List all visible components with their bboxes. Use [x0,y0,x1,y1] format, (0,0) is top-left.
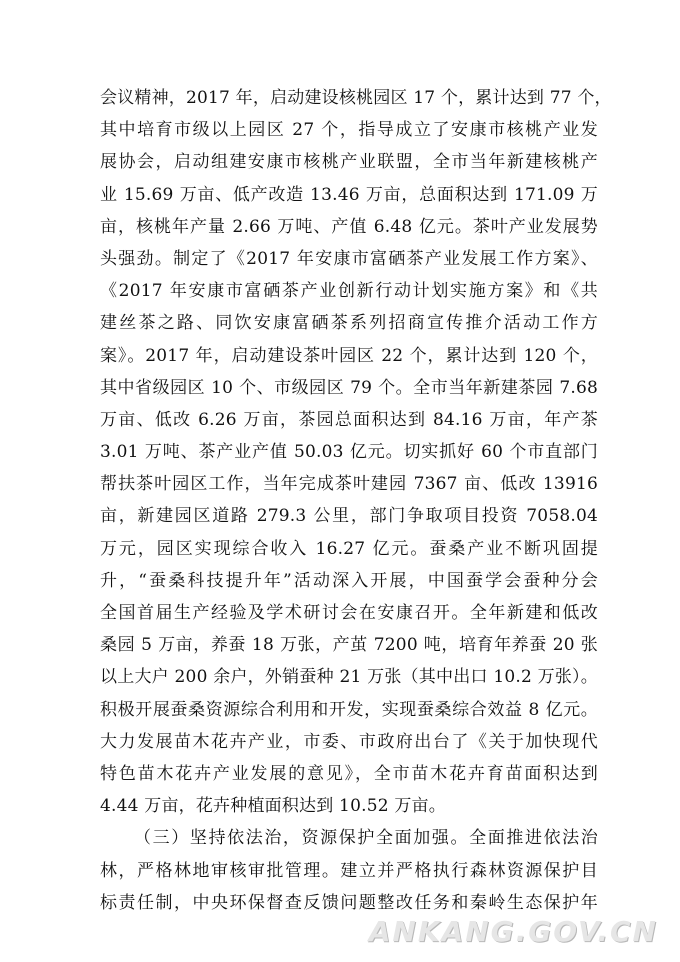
section-heading-line: （三）坚持依法治，资源保护全面加强。全面推进依法治 [134,828,598,849]
text-line: 亩，新建园区道路 279.3 公里，部门争取项目投资 7058.04 [100,506,598,527]
text-line: 业 15.69 万亩、低产改造 13.46 万亩，总面积达到 171.09 万 [100,184,598,205]
document-body [100,82,612,919]
text-line: 大力发展苗木花卉产业，市委、市政府出台了《关于加快现代 [100,731,598,752]
text-line: 亩，核桃年产量 2.66 万吨、产值 6.48 亿元。茶叶产业发展势 [100,216,598,237]
text-line: 积极开展蚕桑资源综合利用和开发，实现蚕桑综合效益 8 亿元。 [100,699,598,720]
text-line: 帮扶茶叶园区工作，当年完成茶叶建园 7367 亩、低改 13916 [100,474,598,495]
text-line: 特色苗木花卉产业发展的意见》，全市苗木花卉育苗面积达到 [100,763,598,784]
text-line: 升，“蚕桑科技提升年”活动深入开展，中国蚕学会蚕种分会 [100,570,598,591]
text-line: 3.01 万吨、茶产业产值 50.03 亿元。切实抓好 60 个市直部门 [100,442,598,463]
text-line: 会议精神，2017 年，启动建设核桃园区 17 个，累计达到 77 个， [100,88,612,108]
text-line: 建丝茶之路、同饮安康富硒茶系列招商宣传推介活动工作方 [100,313,598,334]
text-line: 万元，园区实现综合收入 16.27 亿元。蚕桑产业不断巩固提 [100,538,598,559]
text-line: 头强劲。制定了《2017 年安康市富硒茶产业发展工作方案》、 [100,248,598,269]
text-line: 其中培育市级以上园区 27 个，指导成立了安康市核桃产业发 [100,120,598,141]
text-line: 以上大户 200 余户，外销蚕种 21 万张（其中出口 10.2 万张）。 [100,667,598,688]
text-line: 全国首届生产经验及学术研讨会在安康召开。全年新建和低改 [100,603,598,623]
text-line: 万亩、低改 6.26 万亩，茶园总面积达到 84.16 万亩，年产茶 [100,409,598,430]
site-watermark: ANKANG.GOV.CN [368,915,658,948]
text-line: 案》。2017 年，启动建设茶叶园区 22 个，累计达到 120 个， [100,345,598,366]
text-line: 展协会，启动组建安康市核桃产业联盟，全市当年新建核桃产 [100,152,598,173]
text-line: 其中省级园区 10 个、市级园区 79 个。全市当年新建茶园 7.68 [100,377,598,398]
text-line: 林，严格林地审核审批管理。建立并严格执行森林资源保护目 [100,860,598,881]
text-line: 标责任制，中央环保督查反馈问题整改任务和秦岭生态保护年 [100,892,598,913]
text-line: 桑园 5 万亩，养蚕 18 万张，产茧 7200 吨，培育年养蚕 20 张 [100,635,598,656]
text-line: 4.44 万亩，花卉种植面积达到 10.52 万亩。 [100,796,446,817]
text-line: 《2017 年安康市富硒茶产业创新行动计划实施方案》和《共 [100,281,598,302]
